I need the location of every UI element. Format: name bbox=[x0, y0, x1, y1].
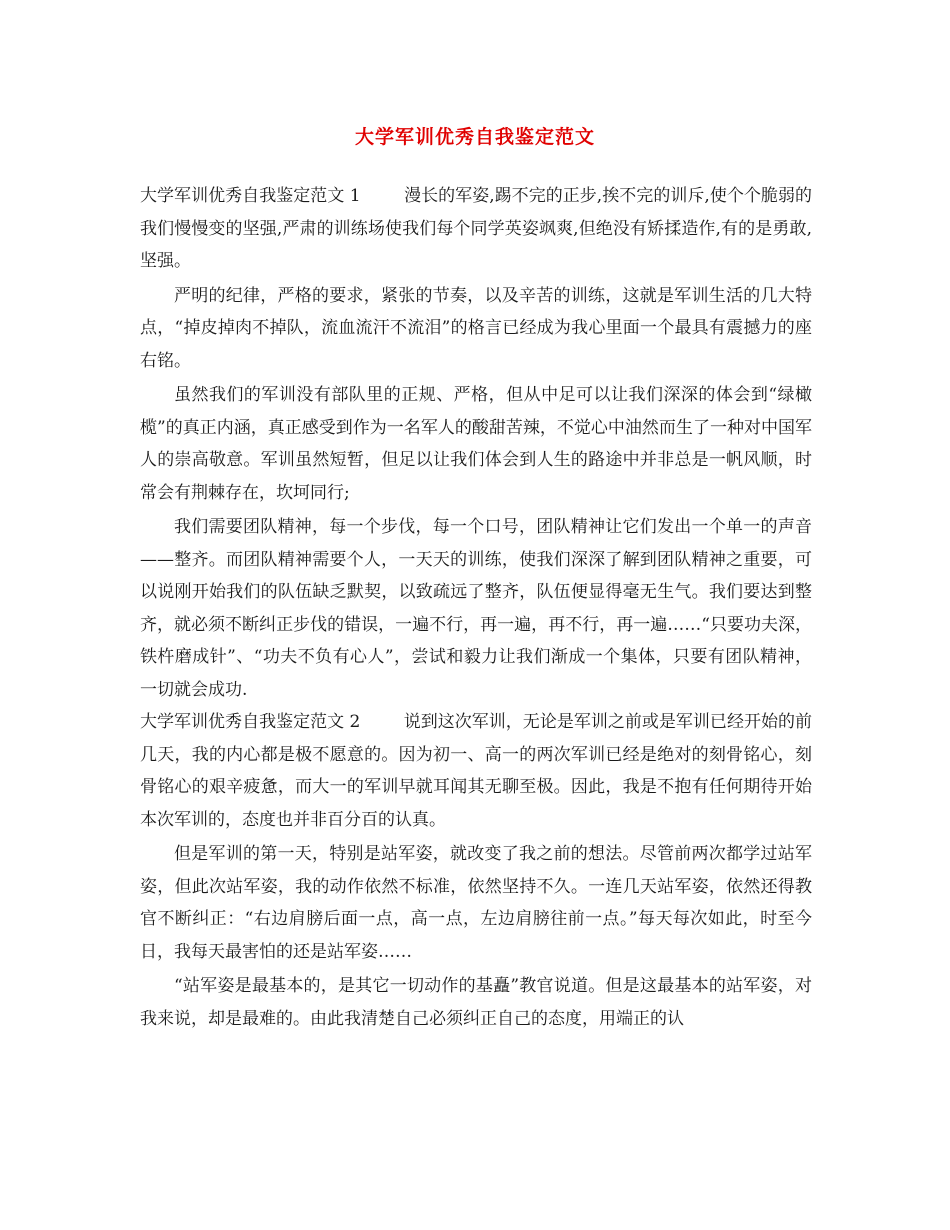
section-2-heading: 大学军训优秀自我鉴定范文 2 bbox=[140, 712, 361, 732]
heading-spacer bbox=[360, 712, 403, 732]
section-1-lead-paragraph bbox=[140, 180, 812, 278]
section-2-paragraph-2: “站军姿是最基本的，是其它一切动作的基矗”教官说道。但是这最基本的站军姿，对我来说，却是最难的。由此我清楚自己必须纠正自己的态度，用端正的认 bbox=[140, 976, 812, 1029]
document-title: 大学军训优秀自我鉴定范文 bbox=[354, 126, 595, 148]
section-2-lead-text: 说到这次军训，无论是军训之前或是军训已经开始的前几天，我的内心都是极不愿意的。因为初一、高一的两次军训已经是绝对的刻骨铭心，刻骨铭心的艰辛疲惫，而大一的军训早就耳闻其无聊至极。因此，我是不抱有任何期待开始本次军训的，态度也并非百分百的认真。 bbox=[140, 712, 812, 830]
section-1-paragraph-2: 虽然我们的军训没有部队里的正规、严格，但从中足可以让我们深深的体会到“绿橄榄”的真正内涵，真正感受到作为一名军人的酸甜苦辣，不觉心中油然而生了一种对中国军人的崇高敬意。军训虽然短暂，但足以让我们体会到人生的路途中并非总是一帆风顺，时常会有荆棘存在，坎坷同行; bbox=[140, 385, 812, 503]
section-1-heading: 大学军训优秀自我鉴定范文 1 bbox=[140, 186, 361, 206]
section-2-lead-paragraph bbox=[140, 706, 812, 836]
document-body bbox=[140, 180, 812, 1035]
section-1-lead-text: 漫长的军姿,踢不完的正步,挨不完的训斥,使个个脆弱的我们慢慢变的坚强,严肃的训练场使我们每个同学英姿飒爽,但绝没有矫揉造作,有的是勇敢,坚强。 bbox=[140, 186, 812, 271]
section-1-paragraph-1: 严明的纪律，严格的要求，紧张的节奏，以及辛苦的训练，这就是军训生活的几大特点，“掉皮掉肉不掉队，流血流汗不流泪”的格言已经成为我心里面一个最具有震撼力的座右铭。 bbox=[140, 285, 812, 371]
heading-spacer bbox=[361, 186, 404, 206]
section-1-paragraph-3: 我们需要团队精神，每一个步伐，每一个口号，团队精神让它们发出一个单一的声音——整齐。而团队精神需要个人，一天天的训练，使我们深深了解到团队精神之重要，可以说刚开始我们的队伍缺乏默契，以致疏远了整齐，队伍便显得毫无生气。我们要达到整齐，就必须不断纠正步伐的错误，一遍不行，再一遍，再不行，再一遍……“只要功夫深，铁杵磨成针”、“功夫不负有心人”，尝试和毅力让我们渐成一个集体，只要有团队精神，一切就会成功. bbox=[140, 517, 812, 700]
section-2-paragraph-1: 但是军训的第一天，特别是站军姿，就改变了我之前的想法。尽管前两次都学过站军姿，但此次站军姿，我的动作依然不标准，依然坚持不久。一连几天站军姿，依然还得教官不断纠正：“右边肩膀后面一点，高一点，左边肩膀往前一点。”每天每次如此，时至今日，我每天最害怕的还是站军姿…… bbox=[140, 844, 812, 962]
